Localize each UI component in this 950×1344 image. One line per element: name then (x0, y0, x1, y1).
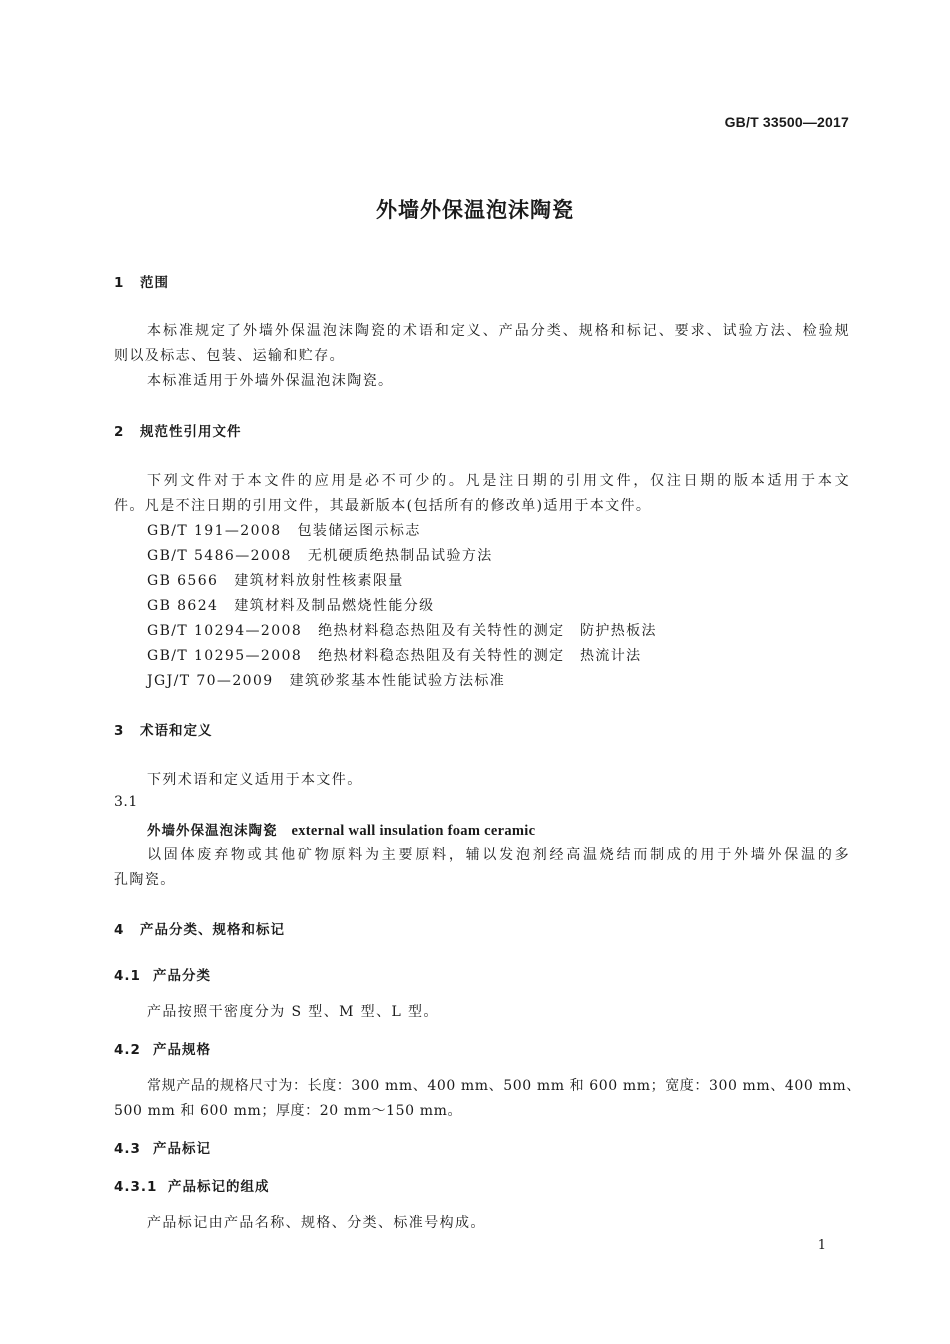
section-title: 产品规格 (153, 1042, 211, 1058)
references-intro-line-2: 件。凡是不注日期的引用文件，其最新版本(包括所有的修改单)适用于本文件。 (114, 498, 652, 514)
section-title: 规范性引用文件 (140, 424, 242, 440)
section-number: 1 (114, 275, 125, 291)
reference-item (147, 570, 404, 590)
reference-code: GB/T 191—2008 (147, 523, 282, 539)
reference-item (147, 595, 435, 615)
subsection-4-1-heading (114, 964, 211, 984)
section-number: 3 (114, 723, 125, 739)
scope-paragraph-2: 本标准适用于外墙外保温泡沫陶瓷。 (147, 373, 394, 389)
reference-title: 无机硬质绝热制品试验方法 (307, 548, 493, 564)
section-number: 4.3 (114, 1141, 141, 1157)
reference-item (147, 520, 421, 540)
subsection-4-2-heading (114, 1038, 211, 1058)
scope-paragraph-line-1: 本标准规定了外墙外保温泡沫陶瓷的术语和定义、产品分类、规格和标记、要求、试验方法、检验规 (147, 323, 850, 339)
reference-title: 建筑材料及制品燃烧性能分级 (234, 598, 435, 614)
term-chinese: 外墙外保温泡沫陶瓷 (147, 823, 278, 839)
marking-composition-text: 产品标记由产品名称、规格、分类、标准号构成。 (147, 1215, 486, 1231)
reference-title: 包装储运图示标志 (297, 523, 421, 539)
reference-code: JGJ/T 70—2009 (147, 673, 274, 689)
reference-code: GB 8624 (147, 598, 219, 614)
specification-line-2: 500 mm 和 600 mm；厚度：20 mm～150 mm。 (114, 1103, 463, 1119)
section-title: 产品标记的组成 (168, 1179, 270, 1195)
reference-title: 绝热材料稳态热阻及有关特性的测定 热流计法 (318, 648, 642, 664)
section-number: 4.2 (114, 1042, 141, 1058)
document-title: 外墙外保温泡沫陶瓷 (376, 198, 574, 222)
scope-paragraph-line-2: 则以及标志、包装、运输和贮存。 (114, 348, 345, 364)
standard-code: GB/T 33500—2017 (724, 114, 849, 130)
specification-line-1: 常规产品的规格尺寸为：长度：300 mm、400 mm、500 mm 和 600 mm；宽度：300 mm、400 mm、 (147, 1078, 861, 1094)
subsection-4-3-1-heading (114, 1175, 270, 1195)
section-title: 术语和定义 (140, 723, 213, 739)
page-number: 1 (817, 1238, 826, 1253)
section-4-heading (114, 918, 285, 938)
reference-title: 建筑材料放射性核素限量 (234, 573, 404, 589)
section-number: 4 (114, 922, 125, 938)
section-3-heading (114, 719, 213, 739)
term-number: 3.1 (114, 794, 138, 810)
reference-item (147, 545, 493, 565)
section-number: 2 (114, 424, 125, 440)
reference-title: 建筑砂浆基本性能试验方法标准 (289, 673, 506, 689)
section-number: 4.1 (114, 968, 141, 984)
reference-code: GB/T 10295—2008 (147, 648, 303, 664)
section-title: 产品分类、规格和标记 (140, 922, 285, 938)
section-title: 范围 (140, 275, 169, 291)
reference-code: GB/T 10294—2008 (147, 623, 303, 639)
subsection-4-3-heading (114, 1137, 211, 1157)
section-title: 产品分类 (153, 968, 211, 984)
references-intro-line-1: 下列文件对于本文件的应用是必不可少的。凡是注日期的引用文件，仅注日期的版本适用于本文 (147, 473, 850, 489)
reference-code: GB 6566 (147, 573, 219, 589)
section-2-heading (114, 420, 242, 440)
term-definition-line-2: 孔陶瓷。 (114, 872, 176, 888)
reference-code: GB/T 5486—2008 (147, 548, 292, 564)
section-title: 产品标记 (153, 1141, 211, 1157)
reference-item (147, 670, 505, 690)
section-number: 4.3.1 (114, 1179, 158, 1195)
term-definition-line-1: 以固体废弃物或其他矿物原料为主要原料，辅以发泡剂经高温烧结而制成的用于外墙外保温的多 (147, 847, 850, 863)
classification-text: 产品按照干密度分为 S 型、M 型、L 型。 (147, 1004, 439, 1020)
reference-item (147, 620, 657, 640)
terms-intro: 下列术语和定义适用于本文件。 (147, 772, 363, 788)
reference-item (147, 645, 642, 665)
section-1-heading (114, 271, 169, 291)
reference-title: 绝热材料稳态热阻及有关特性的测定 防护热板法 (318, 623, 657, 639)
term-english: external wall insulation foam ceramic (291, 823, 536, 839)
term-entry (147, 819, 535, 840)
